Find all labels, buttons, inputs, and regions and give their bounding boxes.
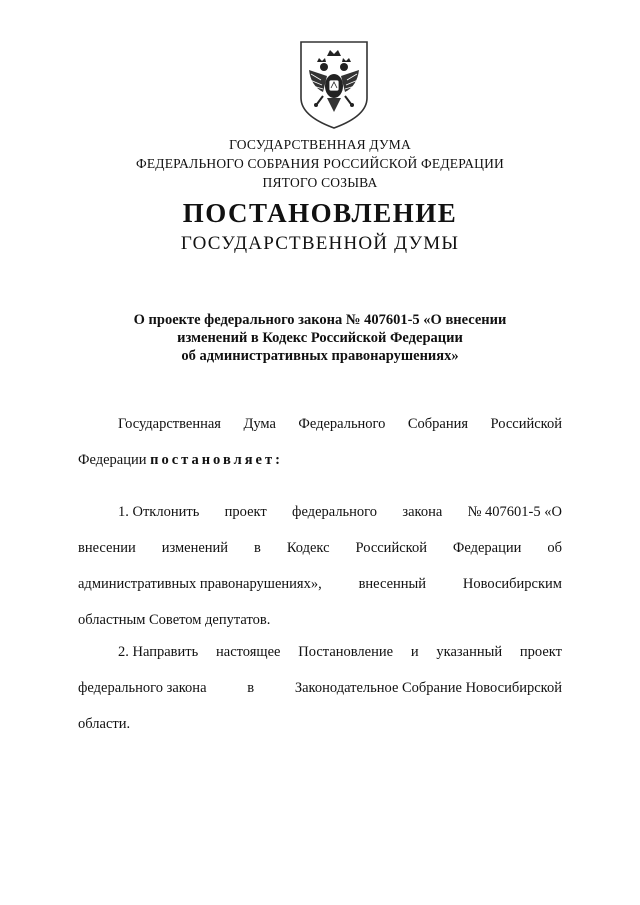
decree-verb: постановляет: [150,452,283,468]
coat-of-arms-emblem [297,40,371,130]
item1-word: № 407601-5 «О [467,504,562,520]
item1-word: проект [224,504,267,520]
item1-word: 1. Отклонить [118,504,200,520]
document-type-title: ПОСТАНОВЛЕНИЕ [182,198,458,228]
document-issuer-title: ГОСУДАРСТВЕННОЙ ДУМЫ [180,233,460,254]
item2-line-2 [78,680,562,697]
header-org-line: ГОСУДАРСТВЕННАЯ ДУМА [229,137,411,152]
subject-line-3: об административных правонарушениях» [181,348,459,364]
header-parliament-line: ФЕДЕРАЛЬНОГО СОБРАНИЯ РОССИЙСКОЙ ФЕДЕРАЦИИ [136,156,504,171]
preamble-line-1 [118,416,562,433]
preamble-word: Собрания [407,416,469,432]
item1-word: административных правонарушениях», [78,576,322,592]
item2-word: и [410,644,419,660]
item1-word: об [547,540,562,556]
preamble-word: Государственная [118,416,221,432]
item1-word: федерального [292,504,378,520]
item1-word: закона [402,504,443,520]
item2-word: Законодательное Собрание Новосибирской [294,680,562,696]
item1-word: Федерации [452,540,522,556]
preamble-word: Федерального [298,416,386,432]
preamble-text: Федерации [78,452,151,468]
preamble-word: Дума [243,416,276,432]
item1-word: внесении [78,540,136,556]
item2-word: в [247,680,255,696]
subject-line-2: изменений в Кодекс Российской Федерации [177,330,463,346]
item2-word: проект [519,644,562,660]
item1-word: изменений [161,540,229,556]
item2-word: 2. Направить [118,644,199,660]
item1-line-1 [118,504,562,521]
preamble-word: Российской [490,416,562,432]
preamble-line-2 [78,452,562,469]
item1-line-4: областным Советом депутатов. [78,612,271,628]
item2-line-1 [118,644,562,661]
item1-word: Новосибирским [462,576,562,592]
item1-line-3 [78,576,562,593]
item1-word: внесенный [358,576,427,592]
item2-word: федерального закона [78,680,207,696]
subject-line-1: О проекте федерального закона № 407601-5 «О внесении [133,312,507,328]
header-convocation-line: ПЯТОГО СОЗЫВА [262,175,378,190]
item2-word: указанный [436,644,503,660]
item1-word: Российской [355,540,427,556]
item2-word: Постановление [298,644,394,660]
item2-word: настоящее [216,644,281,660]
item1-word: Кодекс [286,540,330,556]
item2-line-3: области. [78,716,131,732]
item1-word: в [254,540,261,556]
item1-line-2 [78,540,562,557]
